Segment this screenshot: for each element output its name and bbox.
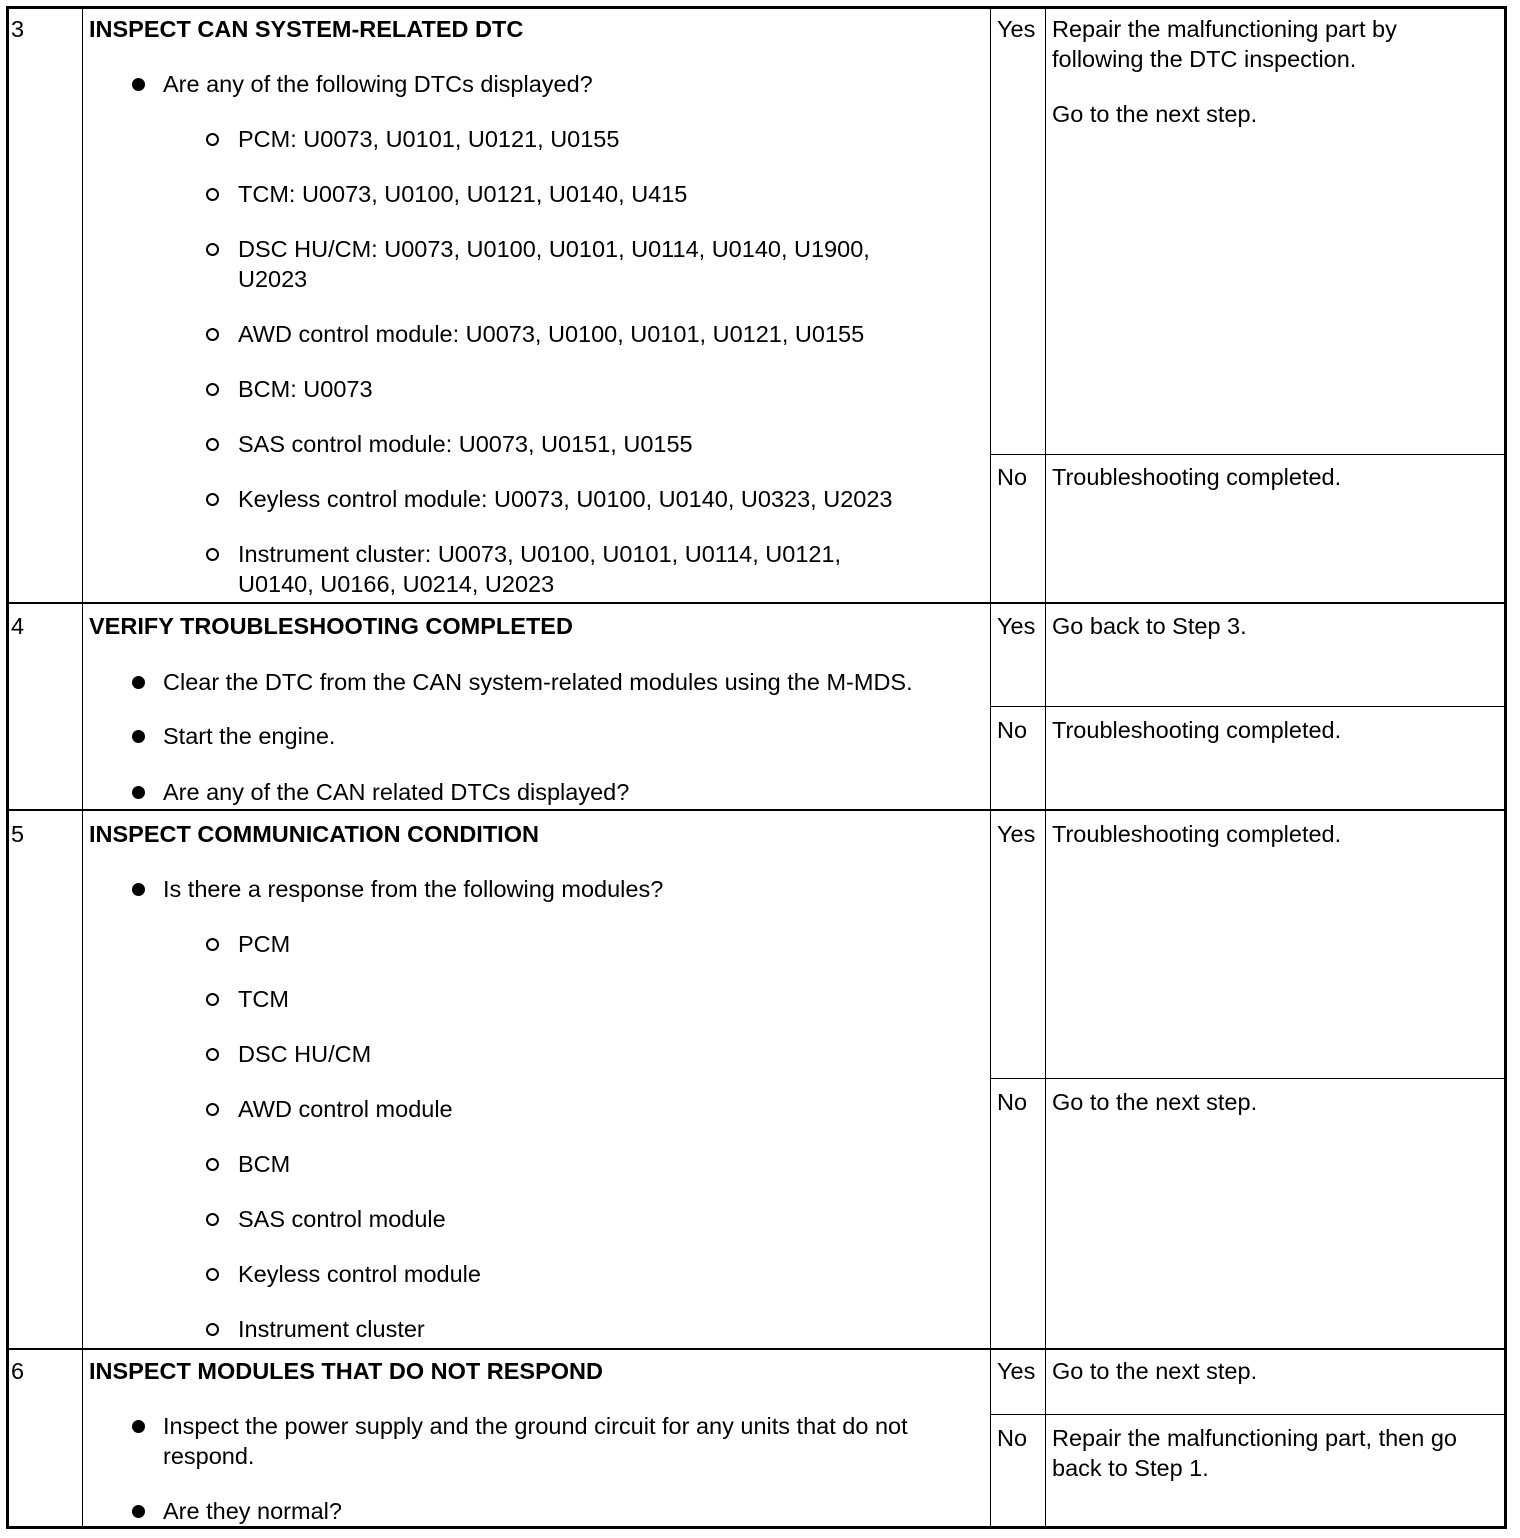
step-title: VERIFY TROUBLESHOOTING COMPLETED [89, 613, 573, 639]
sub-item: BCM: U0073 [238, 376, 373, 402]
yes-action: Go back to Step 3. [1052, 613, 1247, 639]
no-label: No [997, 1089, 1028, 1115]
yes-label: Yes [997, 613, 1036, 639]
yes-label: Yes [997, 1358, 1036, 1384]
yes-action: Go to the next step. [1052, 101, 1258, 127]
sub-item: Instrument cluster: U0073, U0100, U0101, U0114, U0121, [238, 541, 842, 567]
no-label: No [997, 717, 1028, 743]
step-bullet: Are they normal? [163, 1498, 342, 1524]
yes-action: following the DTC inspection. [1052, 46, 1357, 72]
step-number: 5 [11, 821, 25, 847]
sub-item: SAS control module [238, 1206, 446, 1232]
circle-bullet-icon [206, 328, 219, 341]
sub-item-continued: U0140, U0166, U0214, U2023 [238, 571, 555, 597]
column-divider-result [1045, 6, 1046, 1529]
sub-item: TCM [238, 986, 289, 1012]
circle-bullet-icon [206, 1213, 219, 1226]
bullet-icon [132, 78, 145, 91]
row-divider-4-5 [6, 809, 1507, 811]
step-bullet: Start the engine. [163, 723, 336, 749]
circle-bullet-icon [206, 1048, 219, 1061]
yes-action: Go to the next step. [1052, 1358, 1258, 1384]
bullet-icon [132, 676, 145, 689]
sub-item: Keyless control module [238, 1261, 481, 1287]
column-divider-action [990, 6, 991, 1529]
yes-no-divider-6 [990, 1414, 1507, 1415]
circle-bullet-icon [206, 188, 219, 201]
yes-no-divider-5 [990, 1078, 1507, 1079]
no-action: Troubleshooting completed. [1052, 717, 1342, 743]
no-action: back to Step 1. [1052, 1455, 1209, 1481]
circle-bullet-icon [206, 1323, 219, 1336]
circle-bullet-icon [206, 1103, 219, 1116]
sub-item: SAS control module: U0073, U0151, U0155 [238, 431, 693, 457]
step-bullet: Inspect the power supply and the ground circuit for any units that do not [163, 1413, 908, 1439]
row-divider-3-4 [6, 602, 1507, 604]
circle-bullet-icon [206, 383, 219, 396]
step-number: 3 [11, 16, 25, 42]
step-bullet-continued: respond. [163, 1443, 255, 1469]
no-label: No [997, 1425, 1028, 1451]
sub-item: DSC HU/CM [238, 1041, 372, 1067]
circle-bullet-icon [206, 438, 219, 451]
bullet-icon [132, 1420, 145, 1433]
row-divider-5-6 [6, 1348, 1507, 1350]
sub-item-continued: U2023 [238, 266, 308, 292]
sub-item: AWD control module [238, 1096, 453, 1122]
yes-no-divider-4 [990, 706, 1507, 707]
circle-bullet-icon [206, 133, 219, 146]
circle-bullet-icon [206, 938, 219, 951]
circle-bullet-icon [206, 1268, 219, 1281]
sub-item: PCM: U0073, U0101, U0121, U0155 [238, 126, 620, 152]
yes-no-divider-3 [990, 454, 1507, 455]
yes-label: Yes [997, 16, 1036, 42]
bullet-icon [132, 730, 145, 743]
step-number: 6 [11, 1358, 25, 1384]
step-title: INSPECT CAN SYSTEM-RELATED DTC [89, 16, 524, 42]
step-bullet: Are any of the following DTCs displayed? [163, 71, 593, 97]
sub-item: DSC HU/CM: U0073, U0100, U0101, U0114, U0140, U1900, [238, 236, 870, 262]
no-action: Repair the malfunctioning part, then go [1052, 1425, 1457, 1451]
bullet-icon [132, 1505, 145, 1518]
sub-item: BCM [238, 1151, 291, 1177]
sub-item: PCM [238, 931, 291, 957]
sub-item: AWD control module: U0073, U0100, U0101, U0121, U0155 [238, 321, 865, 347]
bullet-icon [132, 786, 145, 799]
yes-action: Troubleshooting completed. [1052, 821, 1342, 847]
circle-bullet-icon [206, 243, 219, 256]
yes-action: Repair the malfunctioning part by [1052, 16, 1397, 42]
step-bullet: Are any of the CAN related DTCs displayed? [163, 779, 630, 805]
circle-bullet-icon [206, 493, 219, 506]
step-title: INSPECT COMMUNICATION CONDITION [89, 821, 539, 847]
sub-item: Instrument cluster [238, 1316, 425, 1342]
step-bullet: Is there a response from the following modules? [163, 876, 664, 902]
sub-item: TCM: U0073, U0100, U0121, U0140, U415 [238, 181, 688, 207]
step-title: INSPECT MODULES THAT DO NOT RESPOND [89, 1358, 603, 1384]
circle-bullet-icon [206, 548, 219, 561]
circle-bullet-icon [206, 993, 219, 1006]
column-divider-number [82, 6, 83, 1529]
sub-item: Keyless control module: U0073, U0100, U0140, U0323, U2023 [238, 486, 893, 512]
circle-bullet-icon [206, 1158, 219, 1171]
no-action: Troubleshooting completed. [1052, 464, 1342, 490]
no-action: Go to the next step. [1052, 1089, 1258, 1115]
step-bullet: Clear the DTC from the CAN system-related modules using the M-MDS. [163, 669, 913, 695]
step-number: 4 [11, 613, 25, 639]
bullet-icon [132, 883, 145, 896]
no-label: No [997, 464, 1028, 490]
yes-label: Yes [997, 821, 1036, 847]
